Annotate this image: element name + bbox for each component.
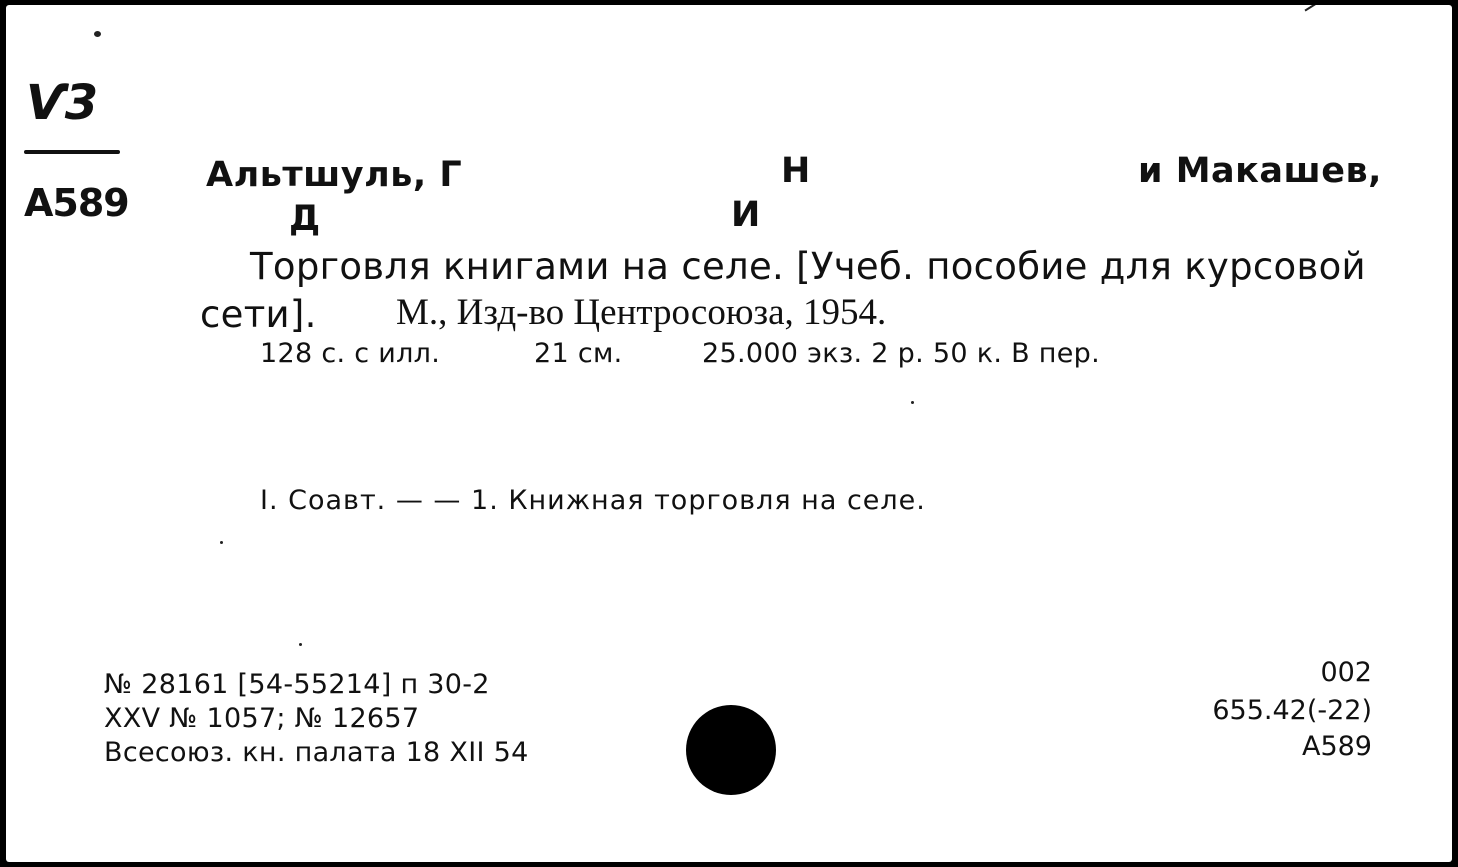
author-second-line-left: Д [289, 199, 321, 239]
punch-hole [686, 705, 776, 795]
author-surname: Альтшуль, Г [206, 155, 463, 195]
title-line-2-start: сети]. [200, 293, 317, 336]
collation-size: 21 см. [534, 338, 623, 369]
ink-speck [220, 541, 223, 544]
call-number-rule [24, 150, 120, 154]
collation-print-run: 25.000 экз. 2 р. 50 к. В пер. [702, 338, 1100, 369]
call-number-top: Ѵ3 [26, 75, 97, 131]
catalog-card [6, 5, 1452, 862]
classification-line-3: А589 [1301, 731, 1372, 762]
call-number-bottom: А589 [24, 181, 129, 225]
footer-line-3: Всесоюз. кн. палата 18 XII 54 [104, 737, 529, 768]
coauthor: и Макашев, [1138, 151, 1382, 191]
ink-speck [299, 643, 302, 646]
imprint: М., Изд-во Центросоюза, 1954. [396, 292, 887, 333]
author-second-line-mid: И [731, 195, 761, 235]
corner-mark [1305, 5, 1340, 11]
footer-line-2: XXV № 1057; № 12657 [104, 703, 420, 734]
footer-line-1: № 28161 [54-55214] п 30-2 [104, 669, 490, 700]
ink-speck [911, 401, 914, 404]
title-line-1: Торговля книгами на селе. [Учеб. пособие для курсовой [250, 245, 1366, 288]
tracing: I. Соавт. — — 1. Книжная торговля на селе. [260, 485, 926, 516]
collation-pages: 128 с. с илл. [260, 338, 441, 369]
classification-line-1: 002 [1320, 657, 1372, 688]
author-initial-1: Н [781, 151, 811, 191]
classification-line-2: 655.42(-22) [1212, 695, 1372, 726]
ink-speck [94, 31, 101, 37]
